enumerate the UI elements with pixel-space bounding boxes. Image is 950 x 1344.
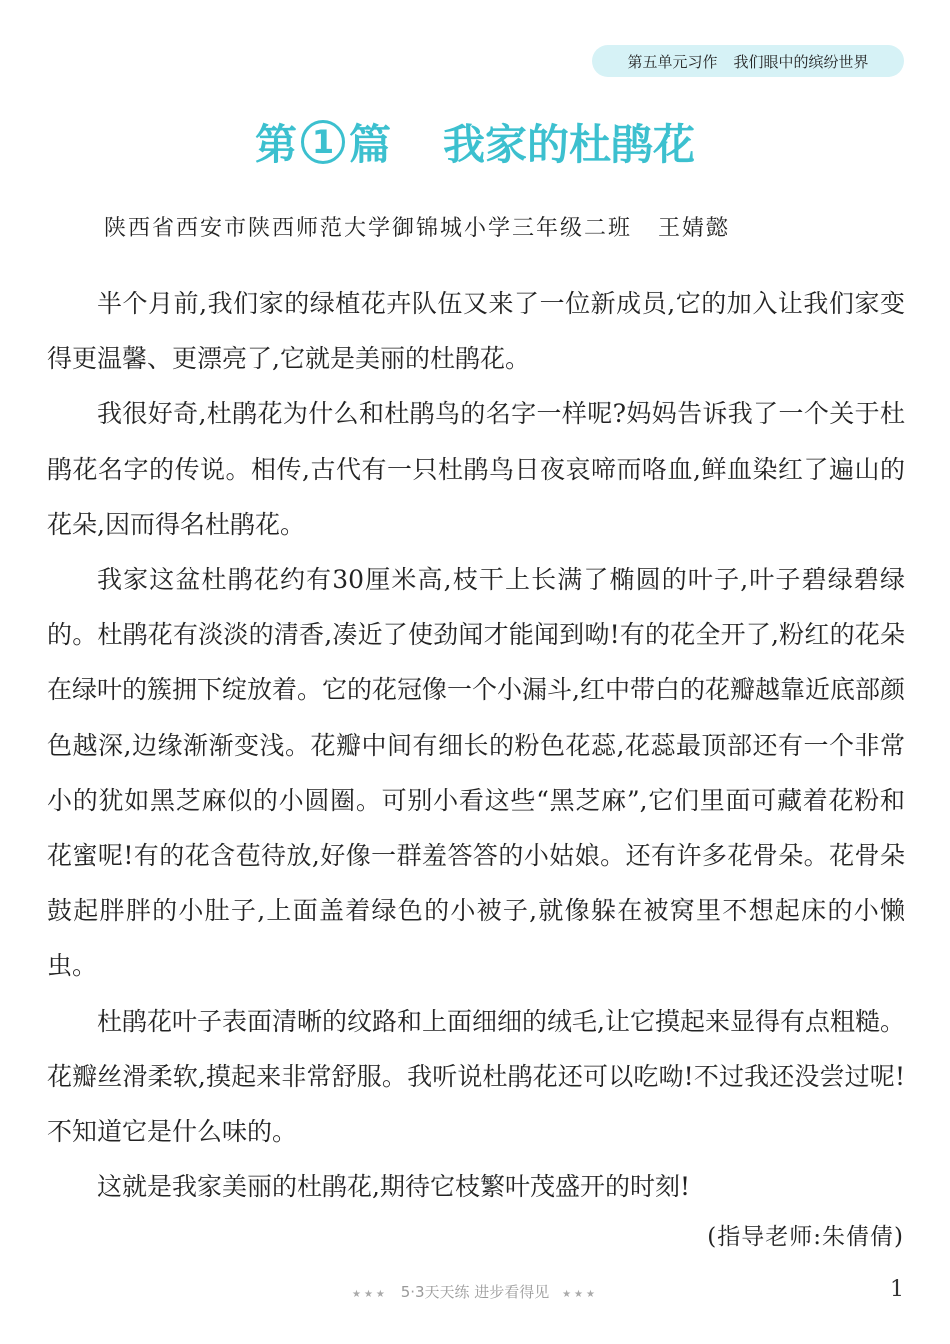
paragraph: 我很好奇,杜鹃花为什么和杜鹃鸟的名字一样呢?妈妈告诉我了一个关于杜鹃花名字的传说。相传,古代有一只杜鹃鸟日夜哀啼而咯血,鲜血染红了遍山的花朵,因而得名杜鹃花。	[47, 399, 905, 539]
footer-slogan: 5·3天天练 进步看得见	[400, 1283, 550, 1301]
page-number: 1	[890, 1277, 904, 1302]
essay-body	[47, 276, 905, 1214]
essay-title: 我家的杜鹃花	[443, 120, 696, 169]
title-number-circle: 1	[301, 120, 345, 164]
teacher-credit: (指导老师:朱倩倩)	[707, 1224, 904, 1250]
unit-header-tag	[592, 45, 904, 77]
footer	[0, 1281, 950, 1302]
byline	[104, 211, 864, 242]
star-icon: ★★★	[352, 1289, 388, 1300]
title-suffix: 篇	[348, 120, 391, 169]
school-name: 陕西省西安市陕西师范大学御锦城小学三年级二班	[104, 216, 633, 241]
author-name: 王婧懿	[658, 216, 731, 241]
paragraph: 这就是我家美丽的杜鹃花,期待它枝繁叶茂盛开的时刻!	[97, 1172, 690, 1202]
title-prefix: 第	[254, 120, 297, 169]
unit-theme: 我们眼中的缤纷世界	[733, 52, 869, 71]
paragraph: 杜鹃花叶子表面清晰的纹路和上面细细的绒毛,让它摸起来显得有点粗糙。花瓣丝滑柔软,摸起来非常舒服。我听说杜鹃花还可以吃呦!不过我还没尝过呢!不知道它是什么味的。	[47, 1006, 905, 1147]
star-icon: ★★★	[562, 1289, 598, 1300]
page-title	[0, 112, 950, 172]
paragraph: 我家这盆杜鹃花约有30厘米高,枝干上长满了椭圆的叶子,叶子碧绿碧绿的。杜鹃花有淡淡的清香,凑近了使劲闻才能闻到呦!有的花全开了,粉红的花朵在绿叶的簇拥下绽放着。它的花冠像一个小漏斗,红中带白的花瓣越靠近底部颜色越深,边缘渐渐变浅。花瓣中间有细长的粉色花蕊,花蕊最顶部还有一个非常小的犹如黑芝麻似的小圆圈。可别小看这些“黑芝麻”,它们里面可藏着花粉和花蜜呢!有的花含苞待放,好像一群羞答答的小姑娘。还有许多花骨朵。花骨朵鼓起胖胖的小肚子,上面盖着绿色的小被子,就像躲在被窝里不想起床的小懒虫。	[47, 565, 905, 981]
paragraph: 半个月前,我们家的绿植花卉队伍又来了一位新成员,它的加入让我们家变得更温馨、更漂亮了,它就是美丽的杜鹃花。	[47, 289, 905, 374]
unit-label: 第五单元习作	[627, 52, 718, 71]
